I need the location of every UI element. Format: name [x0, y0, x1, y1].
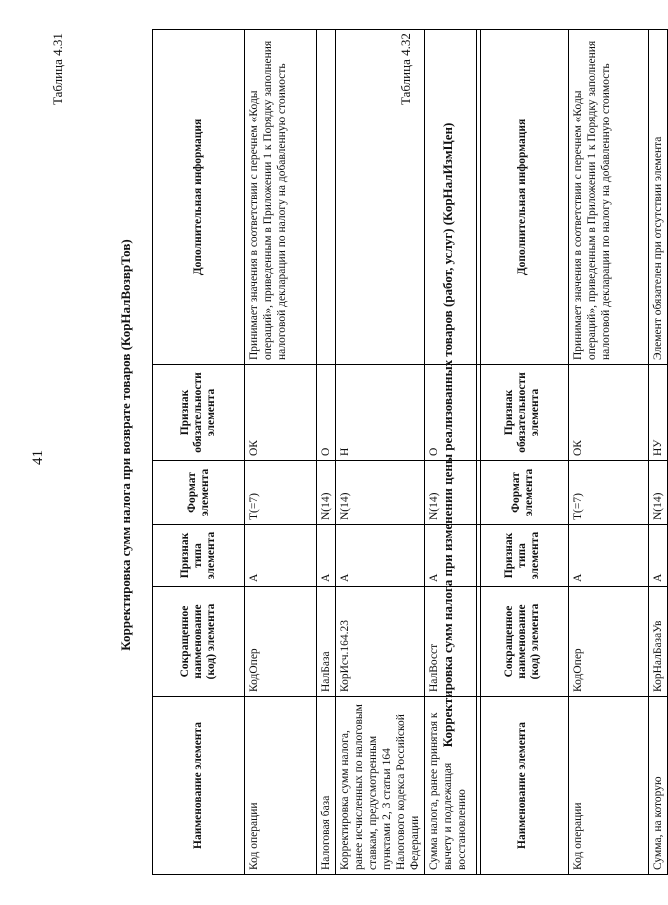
cell-element-name: Сумма налога, ранее принятая к вычету и подлежащая восстановлению	[425, 697, 481, 875]
cell-element-name: Сумма, на которую	[649, 697, 668, 875]
cell-required-flag: ОК	[245, 365, 317, 461]
cell-element-name: Код операции	[569, 697, 649, 875]
cell-required-flag: О	[425, 365, 481, 461]
cell-type-flag: А	[336, 525, 425, 587]
header-additional-info: Дополнительная информация	[477, 30, 569, 365]
cell-format: N(14)	[317, 461, 336, 525]
cell-additional-info	[317, 30, 336, 365]
table-title-4-31: Корректировка сумм налога при возврате товаров (КорНалВозврТов)	[118, 239, 133, 651]
cell-format: N(14)	[336, 461, 425, 525]
page-number: 41	[30, 450, 46, 465]
cell-short-name: КодОпер	[245, 587, 317, 697]
table-4-31	[152, 29, 481, 875]
cell-required-flag: Н	[336, 365, 425, 461]
header-required-flag: Признак обязательности элемента	[153, 365, 245, 461]
cell-type-flag: А	[649, 525, 668, 587]
cell-short-name: НалВосст	[425, 587, 481, 697]
table-header-row	[477, 30, 569, 875]
header-short-name: Сокращенное наименование (код) элемента	[153, 587, 245, 697]
header-additional-info: Дополнительная информация	[153, 30, 245, 365]
cell-short-name: НалБаза	[317, 587, 336, 697]
cell-required-flag: О	[317, 365, 336, 461]
cell-type-flag: А	[569, 525, 649, 587]
cell-type-flag: А	[317, 525, 336, 587]
table-header-row	[153, 30, 245, 875]
table-4-32	[476, 29, 668, 875]
table-row	[336, 30, 425, 875]
header-short-name: Сокращенное наименование (код) элемента	[477, 587, 569, 697]
header-element-name: Наименование элемента	[477, 697, 569, 875]
table-row	[317, 30, 336, 875]
header-format: Формат элемента	[477, 461, 569, 525]
cell-short-name: КорИсч.164.23	[336, 587, 425, 697]
cell-format: Т(=7)	[569, 461, 649, 525]
table-title-4-32: Корректировка сумм налога при изменении цены реализованных товаров (работ, услуг) (КорНалИзмЦен)	[440, 122, 455, 748]
cell-element-name: Корректировка сумм налога, ранее исчисленных по налоговым ставкам, предусмотренным пунктами 2, 3 статьи 164 Налогового кодекса Российской Федерации	[336, 697, 425, 875]
cell-element-name: Код операции	[245, 697, 317, 875]
cell-format: N(14)	[425, 461, 481, 525]
header-format: Формат элемента	[153, 461, 245, 525]
header-element-name: Наименование элемента	[153, 697, 245, 875]
cell-additional-info: Элемент обязателен при отсутствии элемента	[649, 30, 668, 365]
cell-short-name: КорНалБазаУв	[649, 587, 668, 697]
header-type-flag: Признак типа элемента	[153, 525, 245, 587]
cell-type-flag: А	[245, 525, 317, 587]
table-row	[569, 30, 649, 875]
table-label-4-31: Таблица 4.31	[50, 33, 65, 105]
cell-format: N(14)	[649, 461, 668, 525]
cell-additional-info: Принимает значения в соответствии с перечнем «Коды операций», приведенным в Приложении 1 к Порядку заполнения налоговой декларации по налогу на добавленную стоимость	[569, 30, 649, 365]
table-row	[245, 30, 317, 875]
header-required-flag: Признак обязательности элемента	[477, 365, 569, 461]
cell-additional-info: Принимает значения в соответствии с перечнем «Коды операций», приведенным в Приложении 1 к Порядку заполнения налоговой декларации по налогу на добавленную стоимость	[245, 30, 317, 365]
table-row	[649, 30, 668, 875]
cell-type-flag: А	[425, 525, 481, 587]
table-label-4-32: Таблица 4.32	[398, 33, 413, 105]
cell-required-flag: ОК	[569, 365, 649, 461]
cell-short-name: КодОпер	[569, 587, 649, 697]
header-type-flag: Признак типа элемента	[477, 525, 569, 587]
cell-element-name: Налоговая база	[317, 697, 336, 875]
cell-required-flag: НУ	[649, 365, 668, 461]
cell-format: Т(=7)	[245, 461, 317, 525]
